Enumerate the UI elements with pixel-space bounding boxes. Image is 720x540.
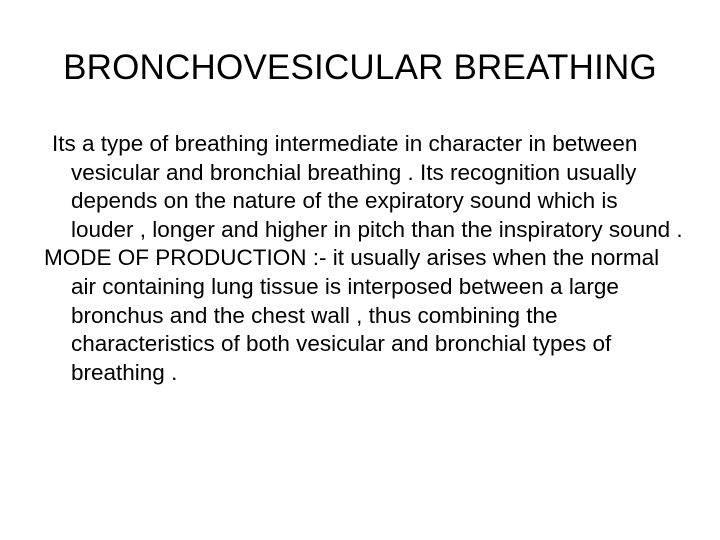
mode-of-production-paragraph: MODE OF PRODUCTION :- it usually arises when the normal air containing lung tissue is interposed between a large bronchus and the chest wall , thus combining the characteristics of both vesicular and bronchial types of breathing .	[44, 245, 660, 385]
slide-title: BRONCHOVESICULAR BREATHING	[63, 48, 657, 87]
definition-paragraph: Its a type of breathing intermediate in character in between vesicular and bronchial breathing . Its recognition usually depends on the nature of the expiratory sound which is louder , longer and higher in pitch than the inspiratory sound .	[52, 131, 683, 242]
slide-body	[44, 130, 684, 387]
